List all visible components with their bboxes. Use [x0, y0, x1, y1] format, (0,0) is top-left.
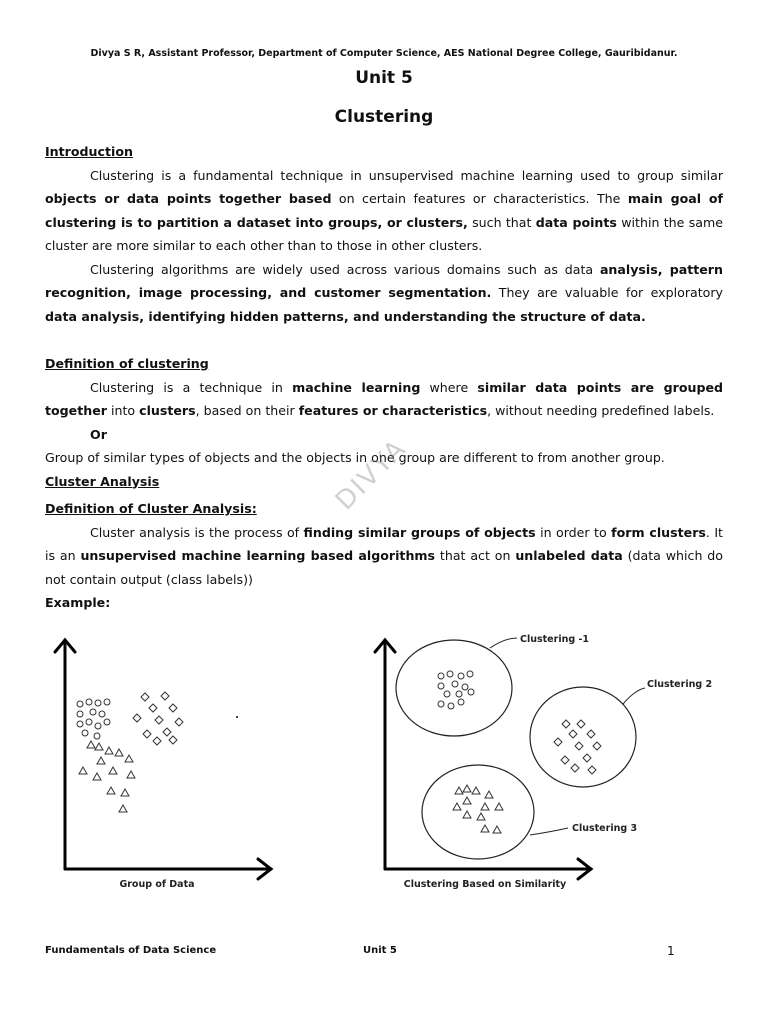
group-of-data-figure: [45, 632, 285, 897]
right-figure-caption: Clustering Based on Similarity: [403, 879, 567, 890]
cluster-analysis-def-heading: Definition of Cluster Analysis:: [45, 501, 257, 516]
cluster-1-circle-points: [438, 671, 474, 709]
cluster-leader-lines: [490, 638, 645, 835]
chapter-title: Clustering: [334, 107, 434, 127]
or-label: Or: [90, 426, 107, 442]
page-number: 1: [667, 944, 675, 958]
clustering-2-label: Clustering 2: [647, 679, 713, 690]
example-label: Example:: [45, 595, 111, 610]
left-triangle-points: [79, 741, 135, 812]
cluster-2-diamond-points: [554, 720, 601, 774]
introduction-heading: Introduction: [45, 144, 133, 159]
definition-alt-paragraph: Group of similar types of objects and the objects in one group are different to from another group.: [45, 450, 665, 465]
footer-unit: Unit 5: [363, 945, 397, 956]
page-header: Divya S R, Assistant Professor, Department of Computer Science, AES National Degree College, Gauribidanur.: [90, 48, 678, 59]
left-diamond-points: [133, 692, 183, 745]
clustering-1-label: Clustering -1: [520, 634, 589, 645]
left-circle-points: [77, 699, 110, 739]
clustering-3-label: Clustering 3: [572, 823, 638, 834]
intro-paragraph-2: Clustering algorithms are widely used across various domains such as data analysis, pattern recognition, image processing, and customer segmentation. They are valuable for exploratory data analysis, identifying hidden patterns, and understanding the structure of data.: [45, 261, 724, 324]
cluster-analysis-paragraph: Cluster analysis is the process of finding similar groups of objects in order to form clusters. It is an unsupervised machine learning based algorithms that act on unlabeled data (data which do not contain output (class labels)): [45, 524, 723, 587]
watermark: DIVYA: [330, 433, 413, 517]
definition-paragraph: Clustering is a technique in machine learning where similar data points are grouped together into clusters, based on their features or characteristics, without needing predefined labels.: [45, 379, 724, 418]
intro-paragraph-1: Clustering is a fundamental technique in unsupervised machine learning used to group similar objects or data points together based on certain features or characteristics. The main goal of clustering is to partition a dataset into groups, or clusters, such that data points within the same cluster are more similar to each other than to those in other clusters.: [45, 167, 723, 253]
definition-heading: Definition of clustering: [45, 356, 209, 371]
stray-dot: [236, 716, 238, 718]
cluster-3-triangle-points: [453, 785, 503, 833]
left-axes: [55, 640, 271, 879]
intro-section: [45, 140, 723, 328]
left-figure-caption: Group of Data: [119, 879, 195, 890]
right-axes: [375, 640, 591, 879]
cluster-analysis-heading: Cluster Analysis: [45, 473, 160, 489]
footer-course: Fundamentals of Data Science: [45, 945, 217, 956]
unit-title: Unit 5: [355, 68, 413, 88]
clustering-figure: [365, 632, 745, 897]
